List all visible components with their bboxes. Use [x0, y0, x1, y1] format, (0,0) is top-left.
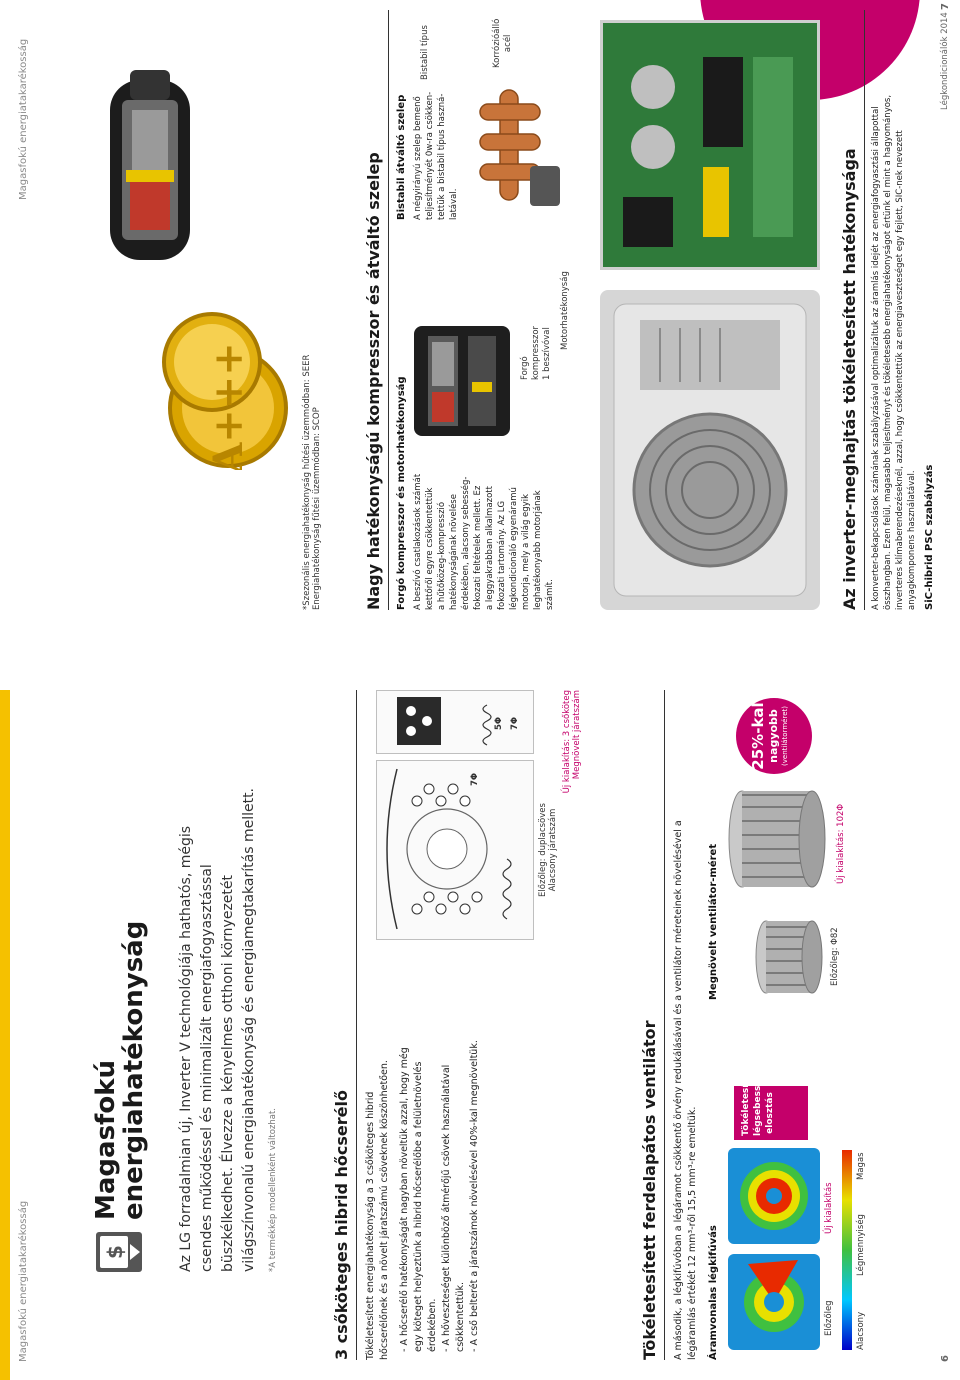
fan-previous-image — [752, 914, 824, 1000]
rotary-compressor-label: Forgó kompresszor 1 beszívóval — [520, 325, 552, 380]
fan-previous-size: Előzőleg: Φ82 — [830, 927, 840, 986]
legend-low-label: Alacsony — [856, 1311, 866, 1350]
rotary-text: A beszívó csatlakozások számát kettőről egyre csökkentettük a hűtőközeg-kompresszió hatékonyságának növelése érdekében, alacsony sebesség- fokozati feltételek mellett. Ez a leggyakrabban alkalmazott fokozati tartomány. Az LG légkondicionáló egyenáramú motorja, mely a világ egyik leghatékonyabb motorjának számít. — [413, 473, 555, 610]
motor-efficiency-label: Motorhatékonyság — [560, 271, 570, 350]
fan-new-image — [726, 784, 830, 894]
outdoor-unit-image — [600, 290, 820, 610]
inverter-title-rule — [864, 10, 865, 610]
airflow-title: Áramvonalas légkifúvás — [708, 1225, 719, 1360]
page-number-left: 6 — [940, 1355, 951, 1362]
sic-subtitle: SiC-hibrid PSC szabályzás — [924, 464, 935, 610]
fan-new-size: Új kialakítás: 102Φ — [836, 803, 846, 884]
airflow-simulation-new — [728, 1148, 820, 1244]
compressor-cutaway-image — [90, 60, 210, 270]
running-title-left: Magasfokú energiatakarékosság — [18, 1200, 29, 1362]
efficiency-footnote: *Szezonális energiahatékonyság hűtési üzemmódban: SEER Energiahatékonyság fűtési üzemmódban: SCOP — [302, 354, 322, 610]
compressor-title: Nagy hatékonyságú kompresszor és átváltó szelep — [364, 152, 383, 610]
hybrid-bullets: - A hőcserélő hatékonyságát nagyban növeltük azzal, hogy még egy köteget helyeztünk a hibrid hőcserélőbe a felületnövelés érdekében. - A hőveszteséget különböző átmérőjű csövek használatával csökkentettük. - A cső belterét a járatszámok növelésével 40%-kal megnöveltük. — [399, 1040, 480, 1352]
bistable-subtitle: Bistabil átváltó szelep — [396, 94, 407, 220]
airflow-callout: Tökéletesített légsebesség-elosztás — [734, 1086, 808, 1140]
inverter-title: Az inverter-meghajtás tökéletesített hatékonysága — [840, 148, 859, 610]
page-number-right: 7 — [940, 3, 951, 10]
rotary-subtitle: Forgó kompresszor és motorhatékonyság — [396, 376, 407, 610]
airflow-previous-label: Előzőleg — [824, 1300, 834, 1336]
inverter-pcb-image — [600, 20, 820, 270]
legend-mid-label: Légmennyiség — [856, 1214, 866, 1276]
tube-size-label: 7Φ — [510, 716, 520, 730]
fan-size-badge: 25%-kal nagyobb (ventilátorméret) — [736, 698, 812, 774]
hybrid-title-rule — [356, 690, 357, 1360]
airflow-new-label: Új kialakítás — [824, 1182, 834, 1234]
svg-text:$: $ — [103, 1245, 127, 1259]
duplex-tube-diagram — [376, 760, 534, 940]
bistable-text: A négyirányú szelep bemenő teljesítményét 0w-ra csökken- tettük a bistabil típus haszná- latával. — [413, 91, 459, 220]
fan-title-rule — [664, 690, 665, 1360]
duplex-caption: Előzőleg: duplacsöves Alacsony járatszám — [538, 803, 558, 897]
compressor-title-rule — [388, 10, 389, 610]
bistable-valve-image — [470, 70, 580, 220]
yellow-strip-left — [0, 690, 10, 1380]
product-image-footnote: *A termékkép modellenként változhat. — [268, 1108, 278, 1272]
inverter-text: A konverter-bekapcsolások számának szabályzásával optimalizáltuk az áramlás idejét az energiafogyasztási állapottal összhangban. Ezen felül, magasabb teljesítményt és tökéletesebb energiahatékonyságot értünk el mint a hagyományos, inverteres klímaberendezéseknél, azzal, hogy csökkentettük az energiaveszteséget egy fejlett, SIC-nek nevezett anyagkomponens használatával. — [871, 94, 917, 610]
hybrid-title: 3 csőköteges hibrid hőcserélő — [332, 1090, 351, 1360]
hybrid-intro: Tökéletesített energiahatékonyság a 3 csőköteges hibrid hőcserélőnek és a növelt járatszámú csöveknek köszönhetően. — [365, 1060, 390, 1360]
airflow-simulation-previous — [728, 1254, 820, 1350]
intro-text: Az LG forradalmian új, Inverter V technológiája hathatós, mégis csendes működéssel és minimalizált energiafogyasztással büszkélkedhet. Élvezze a kényelmes otthoni környezetét világszínvonalú energiahatékonyság és energiamegtakarítás mellett. — [178, 787, 257, 1272]
coin-label: A+++ — [205, 342, 252, 470]
fan-title: Tökéletesített ferdelapátos ventilátor — [640, 1020, 659, 1360]
stainless-steel-label: Korrózióálló acél — [492, 18, 513, 68]
airflow-legend-bar — [842, 1150, 852, 1350]
dollar-down-icon — [96, 1232, 142, 1272]
footer-title: Légkondicionálók 2014 — [940, 12, 950, 110]
running-title-right: Magasfokú energiatakarékosság — [18, 38, 29, 200]
triple-tube-caption: Új kialakítás: 3 csőköteg Megnövelt járatszám — [562, 690, 582, 794]
rotary-compressor-image — [414, 326, 510, 436]
tube-size-label: 5Φ — [494, 716, 504, 730]
legend-high-label: Magas — [856, 1152, 866, 1180]
bistable-label: Bistabil típus — [420, 25, 430, 80]
fan-size-title: Megnövelt ventilátor-méret — [708, 843, 719, 1000]
page-title: Magasfokú energiahatékonyság — [91, 920, 149, 1220]
fan-text: A második, a légkifúvóban a légáramot csökkentő örvény redukálásával és a ventilátor méreteinek növelésével a légáramlás értékét 12 mm³-ről 15,5 mm³-re emeltük. — [673, 820, 698, 1360]
tube-size-label: 7Φ — [470, 772, 480, 786]
a-plus-coins-image — [150, 310, 300, 470]
